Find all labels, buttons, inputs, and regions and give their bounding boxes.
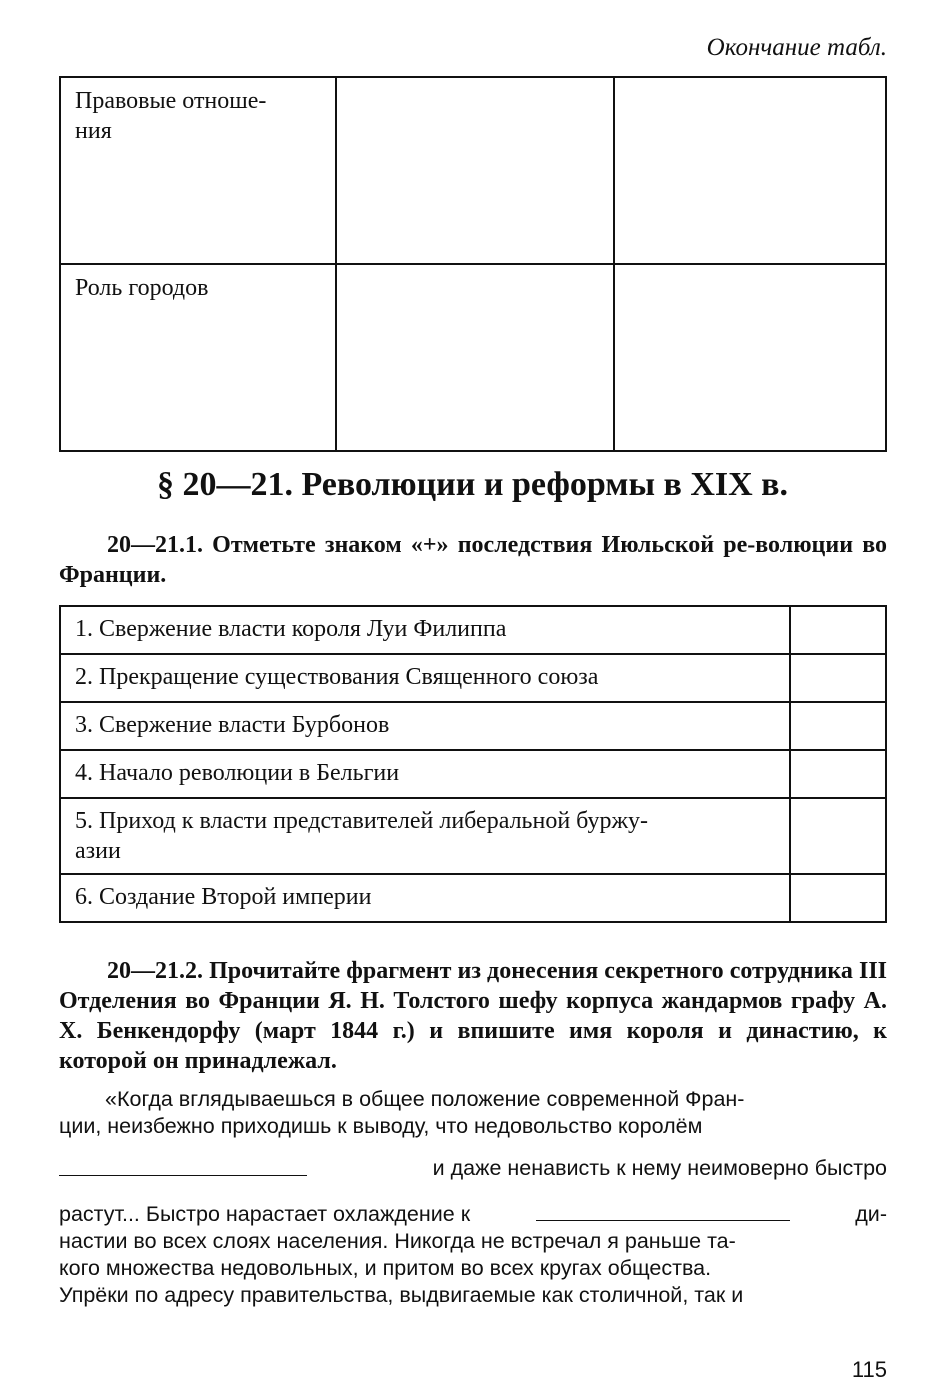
consequence-item: 6. Создание Второй империи [60,874,790,922]
page-number: 115 [851,1357,887,1382]
table-end [59,76,887,452]
task2-text: 20—21.2. Прочитайте фрагмент из донесения секретного сотрудника III Отделения во Франции Я. Н. Толстого шефу корпуса жандармов графу А. Х. Бенкендорфу (март 1844 г.) и впишите имя короля и династию, к которой он принадлежал. [59,958,887,1074]
quote-line-with-blank [59,1155,887,1182]
quote-line: ции, неизбежно приходишь к выводу, что недовольство королём [59,1114,703,1138]
table-row [60,798,886,874]
continuation-label: Окончание табл. [706,34,887,61]
table-cell[interactable] [336,264,614,451]
quote-line: «Когда вглядываешься в общее положение современной Фран- [105,1087,745,1111]
consequences-table [59,605,887,923]
mark-cell[interactable] [790,606,886,654]
row-label-role-of-cities: Роль городов [60,264,336,451]
table-cell[interactable] [336,77,614,264]
dynasty-blank[interactable] [536,1200,790,1221]
quote-line: Упрёки по адресу правительства, выдвигаемые как столичной, так и [59,1283,744,1307]
quote-text: и даже ненависть к нему неимоверно быстро [432,1156,887,1180]
consequence-item: 4. Начало революции в Бельгии [60,750,790,798]
mark-cell[interactable] [790,654,886,702]
section-title: § 20—21. Революции и реформы в XIX в. [156,466,789,503]
table-row [60,606,886,654]
mark-cell[interactable] [790,798,886,874]
table-row [60,77,886,264]
quote-line: кого множества недовольных, и притом во всех кругах общества. [59,1256,712,1280]
task1-text: 20—21.1. Отметьте знаком «+» последствия Июльской ре-волюции во Франции. [59,532,887,588]
table-cell[interactable] [614,77,886,264]
table-row [60,264,886,451]
quote-line: настии во всех слоях населения. Никогда не встречал я раньше та- [59,1229,736,1253]
king-name-blank[interactable] [59,1155,307,1176]
consequence-item: 5. Приход к власти представителей либеральной буржу- азии [60,798,790,874]
quote-text: растут... Быстро нарастает охлаждение к [59,1202,471,1226]
quote-line-with-blank [59,1200,887,1228]
table-row [60,702,886,750]
table-cell[interactable] [614,264,886,451]
consequence-item: 3. Свержение власти Бурбонов [60,702,790,750]
quote-text: ди- [855,1202,887,1226]
table-row [60,874,886,922]
table-row [60,750,886,798]
mark-cell[interactable] [790,750,886,798]
mark-cell[interactable] [790,702,886,750]
task1-instruction [59,530,887,590]
mark-cell[interactable] [790,874,886,922]
consequence-item: 1. Свержение власти короля Луи Филиппа [60,606,790,654]
task2-instruction [59,956,887,1076]
quote-fragment [59,1086,887,1309]
consequence-item: 2. Прекращение существования Священного союза [60,654,790,702]
table-row [60,654,886,702]
row-label-legal-relations: Правовые отноше- ния [60,77,336,264]
